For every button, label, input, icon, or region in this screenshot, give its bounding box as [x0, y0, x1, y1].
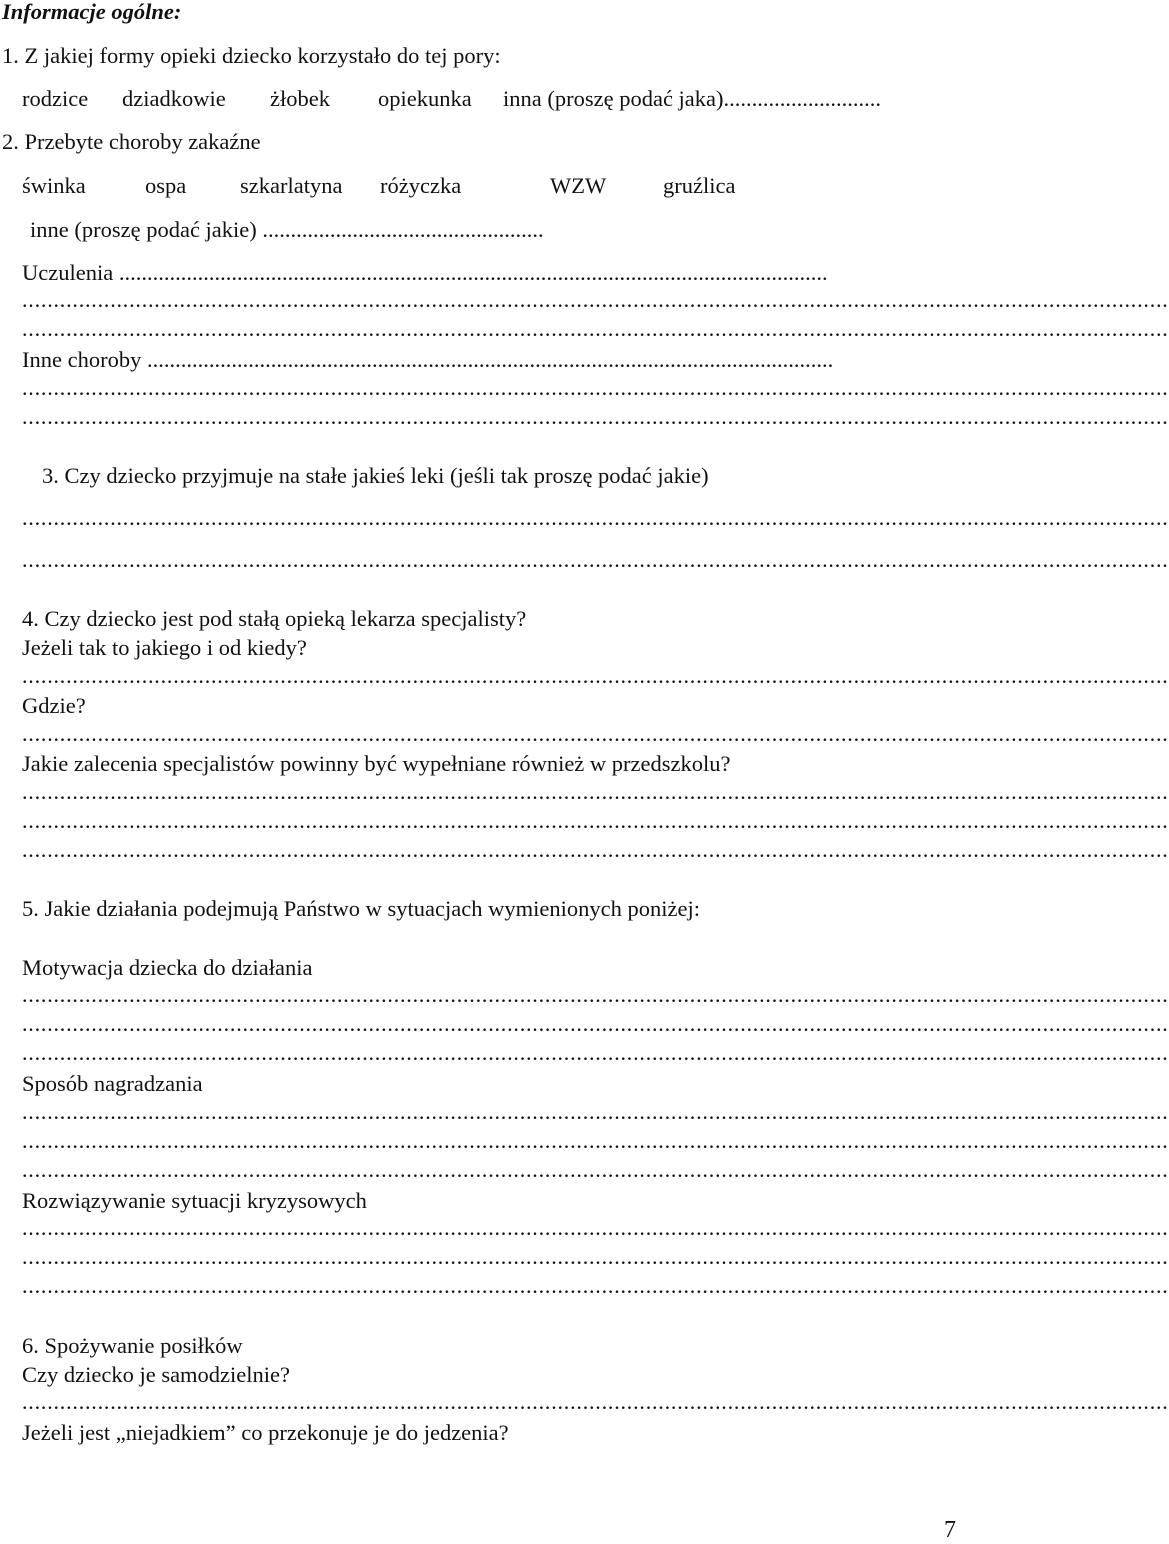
disease-mumps: świnka [22, 173, 86, 198]
question-3: 3. Czy dziecko przyjmuje na stałe jakieś leki (jeśli tak proszę podać jakie) [42, 463, 709, 488]
answer-line: ...................................................................................................................................................................................... [22, 547, 1169, 572]
q2-other-prompt: inne (proszę podać jakie) .................................................. [30, 217, 544, 242]
disease-chickenpox: ospa [145, 173, 187, 198]
q1-option-nursery: żłobek [270, 86, 330, 111]
question-5: 5. Jakie działania podejmują Państwo w sytuacjach wymienionych poniżej: [22, 896, 700, 921]
answer-line: ...................................................................................................................................................................................... [22, 1215, 1169, 1240]
q5-motivation: Motywacja dziecka do działania [22, 955, 313, 980]
answer-line: ...................................................................................................................................................................................... [22, 779, 1169, 804]
q4-followup-where: Gdzie? [22, 693, 86, 718]
answer-line: ...................................................................................................................................................................................... [22, 316, 1169, 341]
answer-line: ...................................................................................................................................................................................... [22, 1389, 1169, 1414]
page-number: 7 [944, 1517, 956, 1543]
q5-crisis: Rozwiązywanie sytuacji kryzysowych [22, 1188, 367, 1213]
answer-line: ...................................................................................................................................................................................... [22, 1128, 1169, 1153]
q4-followup-since-when: Jeżeli tak to jakiego i od kiedy? [22, 635, 307, 660]
answer-line: ...................................................................................................................................................................................... [22, 837, 1169, 862]
question-6: 6. Spożywanie posiłków [22, 1333, 243, 1358]
answer-line: ...................................................................................................................................................................................... [22, 404, 1169, 429]
answer-line: ...................................................................................................................................................................................... [22, 982, 1169, 1007]
answer-line: ...................................................................................................................................................................................... [22, 1157, 1169, 1182]
q4-followup-recommendations: Jakie zalecenia specjalistów powinny być wypełniane również w przedszkolu? [22, 751, 731, 776]
answer-line: ...................................................................................................................................................................................... [22, 1040, 1169, 1065]
answer-line: ...................................................................................................................................................................................... [22, 1273, 1169, 1298]
disease-tuberculosis: gruźlica [663, 173, 736, 198]
answer-line: ...................................................................................................................................................................................... [22, 375, 1169, 400]
disease-rubella: różyczka [380, 173, 462, 198]
q1-option-parents: rodzice [22, 86, 89, 111]
answer-line: ...................................................................................................................................................................................... [22, 663, 1169, 688]
question-1: 1. Z jakiej formy opieki dziecko korzystało do tej pory: [2, 43, 501, 68]
question-4: 4. Czy dziecko jest pod stałą opieką lekarza specjalisty? [22, 606, 527, 631]
answer-line: ...................................................................................................................................................................................... [22, 1099, 1169, 1124]
answer-line: ...................................................................................................................................................................................... [22, 1244, 1169, 1269]
q1-option-other: inna (proszę podać jaka)............................ [503, 86, 882, 111]
disease-hepatitis: WZW [550, 173, 607, 198]
answer-line: ...................................................................................................................................................................................... [22, 287, 1169, 312]
answer-line: ...................................................................................................................................................................................... [22, 808, 1169, 833]
section-heading: Informacje ogólne: [2, 0, 182, 24]
question-2: 2. Przebyte choroby zakaźne [2, 129, 261, 154]
other-illnesses-label: Inne choroby .......................................................................................................................... [22, 347, 834, 372]
q6-self-eating: Czy dziecko je samodzielnie? [22, 1362, 291, 1387]
answer-line: ...................................................................................................................................................................................... [22, 721, 1169, 746]
allergies-label: Uczulenia .............................................................................................................................. [22, 260, 828, 285]
q6-picky-eater: Jeżeli jest „niejadkiem” co przekonuje je do jedzenia? [22, 1420, 509, 1445]
answer-line: ...................................................................................................................................................................................... [22, 505, 1169, 530]
answer-line: ...................................................................................................................................................................................... [22, 1011, 1169, 1036]
q1-option-grandparents: dziadkowie [122, 86, 226, 111]
disease-scarlet-fever: szkarlatyna [240, 173, 343, 198]
q1-option-nanny: opiekunka [378, 86, 472, 111]
q5-rewards: Sposób nagradzania [22, 1071, 203, 1096]
